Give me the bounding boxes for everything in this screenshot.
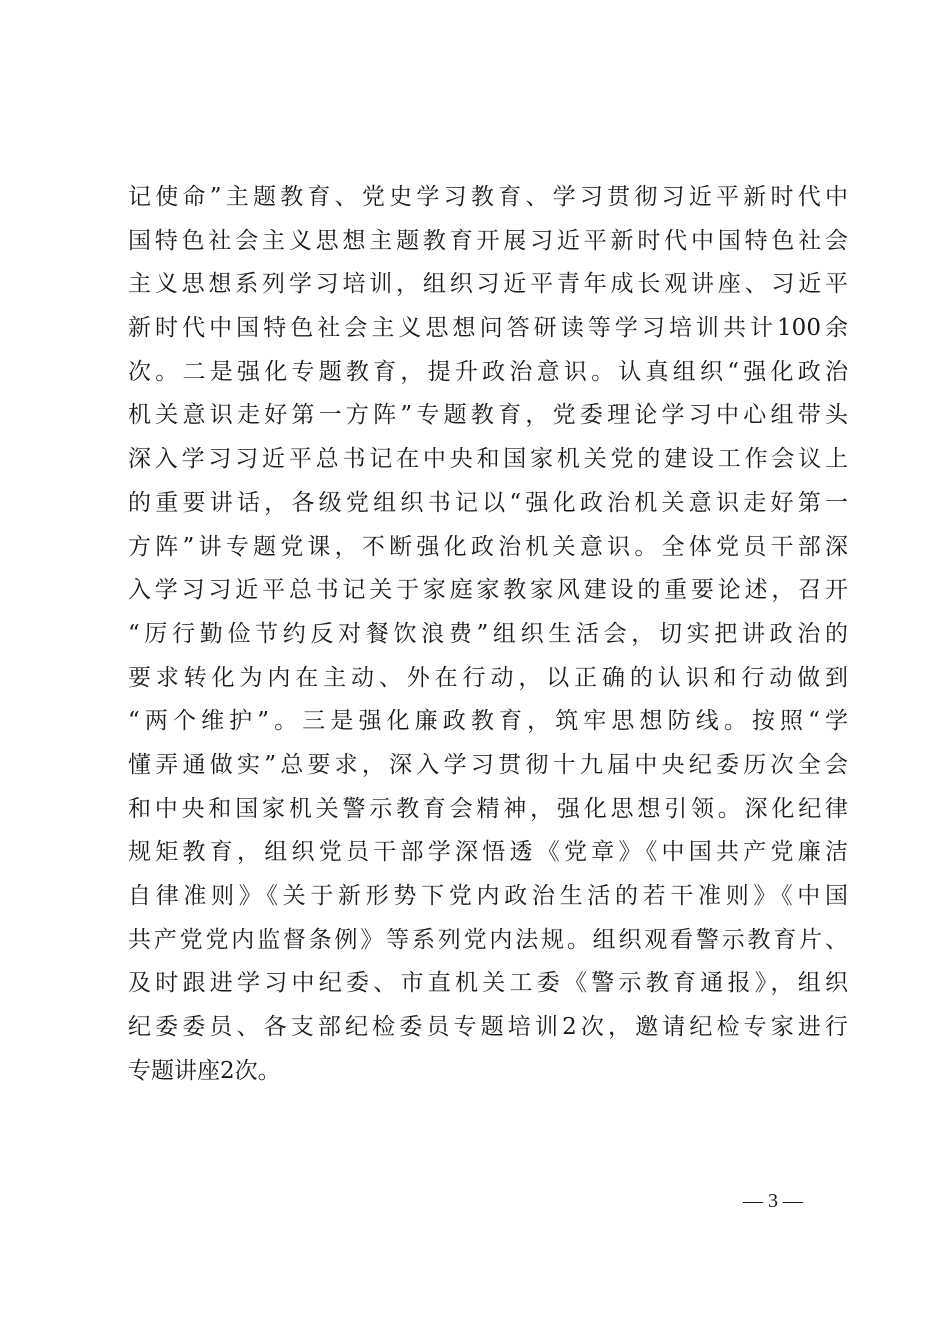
text-line: 主义思想系列学习培训，组织习近平青年成长观讲座、习近平	[128, 271, 848, 298]
text-line: 的重要讲话，各级党组织书记以“强化政治机关意识走好第一	[128, 489, 848, 516]
text-line: 记使命”主题教育、党史学习教育、学习贯彻习近平新时代中	[128, 184, 848, 210]
body-paragraph	[128, 176, 848, 1093]
text-line: 入学习习近平总书记关于家庭家教家风建设的重要论述，召开	[128, 577, 848, 604]
text-line: “厉行勤俭节约反对餐饮浪费”组织生活会，切实把讲政治的	[128, 620, 848, 647]
text-line: 次。二是强化专题教育，提升政治意识。认真组织“强化政治	[128, 358, 848, 385]
text-line: 自律准则》《关于新形势下党内政治生活的若干准则》《中国	[128, 883, 848, 909]
text-line: 懂弄通做实”总要求，深入学习贯彻十九届中央纪委历次全会	[128, 751, 848, 778]
text-line: 和中央和国家机关警示教育会精神，强化思想引领。深化纪律	[128, 795, 848, 822]
text-line: 深入学习习近平总书记在中央和国家机关党的建设工作会议上	[128, 446, 848, 473]
text-line: 新时代中国特色社会主义思想问答研读等学习培训共计100余	[128, 315, 848, 342]
text-line: 方阵”讲专题党课，不断强化政治机关意识。全体党员干部深	[128, 533, 848, 560]
text-line: 规矩教育，组织党员干部学深悟透《党章》《中国共产党廉洁	[128, 839, 848, 866]
text-line: 及时跟进学习中纪委、市直机关工委《警示教育通报》，组织	[128, 970, 848, 997]
text-line: 专题讲座2次。	[128, 1057, 281, 1084]
text-line: 共产党党内监督条例》等系列党内法规。组织观看警示教育片、	[128, 926, 848, 953]
text-line: “两个维护”。三是强化廉政教育，筑牢思想防线。按照“学	[128, 708, 848, 735]
text-line: 要求转化为内在主动、外在行动，以正确的认识和行动做到	[128, 664, 848, 691]
text-line: 纪委委员、各支部纪检委员专题培训2次，邀请纪检专家进行	[128, 1014, 848, 1041]
text-line: 国特色社会主义思想主题教育开展习近平新时代中国特色社会	[128, 227, 848, 254]
text-line: 机关意识走好第一方阵”专题教育，党委理论学习中心组带头	[128, 402, 848, 429]
page-number: — 3 —	[743, 1190, 803, 1212]
